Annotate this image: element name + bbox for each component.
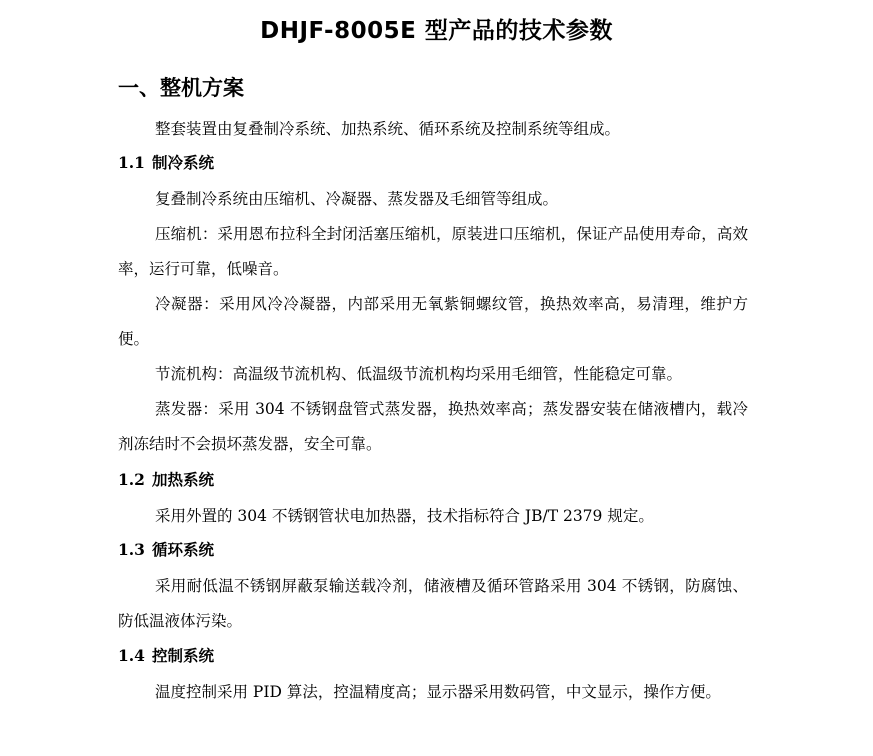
subsection-title: 循环系统 [152, 540, 215, 559]
control-paragraph: 温度控制采用 PID 算法，控温精度高；显示器采用数码管，中文显示，操作方便。 [155, 683, 721, 701]
subsection-heading-circulation [118, 539, 214, 561]
overall-plan-paragraph: 整套装置由复叠制冷系统、加热系统、循环系统及控制系统等组成。 [155, 120, 621, 138]
refrigeration-paragraph-evaporator: 蒸发器：采用 304 不锈钢盘管式蒸发器，换热效率高；蒸发器安装在储液槽内，载冷剂冻结时不会损坏蒸发器，安全可靠。 [118, 400, 748, 453]
subsection-title: 加热系统 [152, 470, 215, 489]
subsection-title: 控制系统 [152, 646, 215, 665]
refrigeration-paragraph-overview: 复叠制冷系统由压缩机、冷凝器、蒸发器及毛细管等组成。 [155, 190, 559, 208]
document-title: DHJF-8005E 型产品的技术参数 [260, 18, 613, 44]
circulation-paragraph: 采用耐低温不锈钢屏蔽泵输送载冷剂，储液槽及循环管路采用 304 不锈钢，防腐蚀、防低温液体污染。 [118, 577, 748, 630]
subsection-heading-refrigeration [118, 152, 214, 174]
subsection-number: 1.1 [118, 153, 145, 172]
subsection-heading-heating [118, 469, 214, 491]
subsection-number: 1.2 [118, 470, 145, 489]
refrigeration-paragraph-compressor: 压缩机：采用恩布拉科全封闭活塞压缩机，原装进口压缩机，保证产品使用寿命，高效率，运行可靠，低噪音。 [118, 225, 748, 278]
subsection-title: 制冷系统 [152, 153, 215, 172]
heating-paragraph: 采用外置的 304 不锈钢管状电加热器，技术指标符合 JB/T 2379 规定。 [155, 507, 654, 525]
refrigeration-paragraph-condenser: 冷凝器：采用风冷冷凝器，内部采用无氧紫铜螺纹管，换热效率高，易清理，维护方便。 [118, 295, 748, 348]
section-heading-overall-plan: 一、整机方案 [118, 76, 244, 100]
subsection-heading-control [118, 645, 214, 667]
subsection-number: 1.4 [118, 646, 145, 665]
subsection-number: 1.3 [118, 540, 145, 559]
refrigeration-paragraph-throttle: 节流机构：高温级节流机构、低温级节流机构均采用毛细管，性能稳定可靠。 [155, 365, 683, 383]
